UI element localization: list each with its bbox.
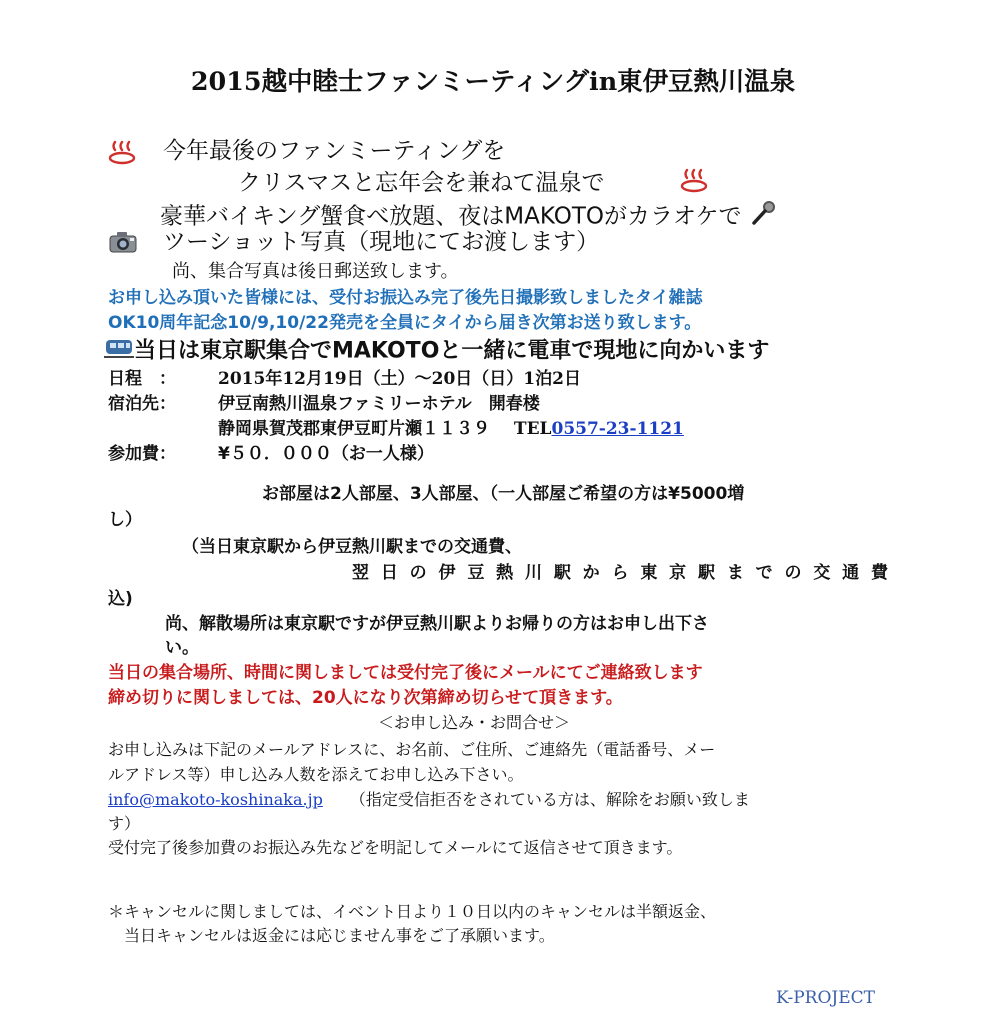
cancel-line-1: ＊キャンセルに関しましては、イベント日より１０日以内のキャンセルは半額返金、 <box>108 902 717 921</box>
cancel-line-2: 当日キャンセルは返金には応じません事をご了承願います。 <box>124 926 555 945</box>
notice-red-line-1: 当日の集合場所、時間に関しましては受付完了後にメールにてご連絡致します <box>108 663 703 683</box>
fee-value: ¥５０．０００（お一人様） <box>218 444 434 464</box>
rooms-line-2: し） <box>108 510 142 530</box>
email-note: （指定受信拒否をされている方は、解除をお願い致しま <box>349 790 750 809</box>
email-link[interactable]: info@makoto-koshinaka.jp <box>108 790 323 809</box>
microphone-icon <box>749 200 777 234</box>
email-line <box>108 790 750 809</box>
stay-label: 宿泊先： <box>108 394 176 414</box>
inquiry-line-1: お申し込みは下記のメールアドレスに、お名前、ご住所、ご連絡先（電話番号、メー <box>108 740 716 759</box>
footer-brand: K-PROJECT <box>776 988 875 1008</box>
stay-value: 伊豆南熱川温泉ファミリーホテル 開春楼 <box>218 394 540 414</box>
address: 静岡県賀茂郡東伊豆町片瀬１１３９ <box>218 419 490 439</box>
rooms-line-1: お部屋は2人部屋、3人部屋、（一人部屋ご希望の方は¥5000増 <box>262 484 745 504</box>
inquiry-heading: ＜お申し込み・お問合せ＞ <box>378 713 571 732</box>
intro-line-5: 尚、集合写真は後日郵送致します。 <box>172 261 459 282</box>
meeting-text: 当日は東京駅集合でMAKOTOと一緒に電車で現地に向かいます <box>134 338 770 364</box>
hot-springs-icon-2 <box>680 168 710 198</box>
page-title: 2015越中睦士ファンミーティングin東伊豆熱川温泉 <box>190 66 796 96</box>
date-label: 日程 ： <box>108 369 176 389</box>
dismissal-line-2: い。 <box>165 638 199 658</box>
inquiry-after: 受付完了後参加費のお振込み先などを明記してメールにて返信させて頂きます。 <box>108 838 683 857</box>
hot-springs-icon <box>108 140 138 170</box>
notice-blue-line-1: お申し込み頂いた皆様には、受付お振込み完了後先日撮影致しましたタイ雑誌 <box>108 288 703 308</box>
transport-line-2: 翌日の伊豆熱川駅から東京駅までの交通費 <box>352 563 888 583</box>
intro-line-3-text: 豪華バイキング蟹食べ放題、夜はMAKOTOがカラオケで <box>160 203 742 230</box>
notice-blue-line-2: OK10周年記念10/9,10/22発売を全員にタイから届き次第お送り致します。 <box>108 313 702 333</box>
inquiry-line-2: ルアドレス等）申し込み人数を添えてお申し込み下さい。 <box>108 765 524 784</box>
camera-icon <box>108 230 138 258</box>
tel-prefix: TEL <box>513 419 552 439</box>
transport-line-1: （当日東京駅から伊豆熱川駅までの交通費、 <box>182 537 522 557</box>
fee-label: 参加費： <box>108 444 176 464</box>
address-line <box>218 419 684 439</box>
date-value: 2015年12月19日（土）〜20日（日）1泊2日 <box>218 369 581 389</box>
train-icon <box>104 336 134 367</box>
intro-line-2: クリスマスと忘年会を兼ねて温泉で <box>238 170 605 196</box>
notice-red-line-2: 締め切りに関しましては、20人になり次第締め切らせて頂きます。 <box>108 688 623 708</box>
meeting-line <box>104 336 769 367</box>
email-note-cont: す） <box>108 814 141 833</box>
dismissal-line-1: 尚、解散場所は東京駅ですが伊豆熱川駅よりお帰りの方はお申し出下さ <box>165 614 709 634</box>
transport-line-3: 込) <box>108 589 133 609</box>
intro-line-1: 今年最後のファンミーティングを <box>163 138 506 164</box>
intro-line-4: ツーショット写真（現地にてお渡します） <box>163 229 600 255</box>
tel-link[interactable]: 0557-23-1121 <box>551 419 684 439</box>
